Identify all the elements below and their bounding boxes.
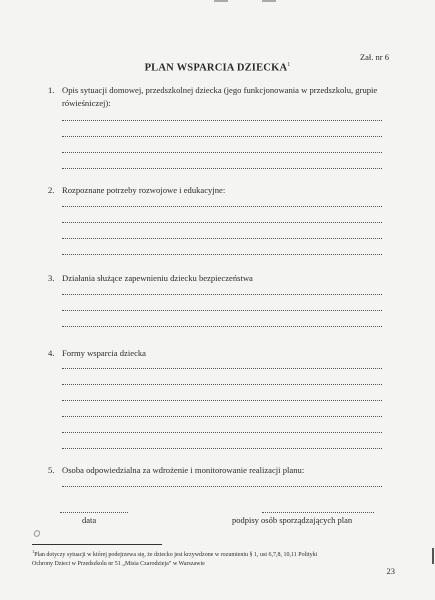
footnote-text-cont: Ochrony Dzieci w Przedszkolu nr 51 „Misia Czarodzieja” w Warszawie xyxy=(32,560,205,567)
question-text: Formy wsparcia dziecka xyxy=(62,348,146,358)
answer-line[interactable] xyxy=(62,120,382,121)
footnote xyxy=(32,548,402,568)
answer-line[interactable] xyxy=(62,136,382,137)
answer-line[interactable] xyxy=(62,448,382,449)
question-text: Działania służące zapewnieniu dziecku bezpieczeństwa xyxy=(62,273,253,283)
answer-line[interactable] xyxy=(62,310,382,311)
date-line[interactable] xyxy=(60,512,128,513)
page-title xyxy=(0,62,435,74)
answer-line[interactable] xyxy=(62,326,382,327)
question-4 xyxy=(48,347,393,360)
signature-line[interactable] xyxy=(262,512,374,513)
title-footnote-ref: 1 xyxy=(287,62,291,68)
answer-line[interactable] xyxy=(62,294,382,295)
answer-line[interactable] xyxy=(62,238,382,239)
question-2 xyxy=(48,184,393,197)
question-number: 4. xyxy=(48,348,55,358)
answer-line[interactable] xyxy=(62,254,382,255)
scan-mark xyxy=(214,0,228,2)
footnote-text: Plan dotyczy sytuacji w której podejrzewa się, że dziecko jest krzywdzone w rozumieniu § 1, ust 6,7,8, 10,11 Polityki xyxy=(34,552,318,558)
question-number: 3. xyxy=(48,273,55,283)
answer-line[interactable] xyxy=(62,384,382,385)
signature-label: podpisy osób sporządzających plan xyxy=(232,515,353,525)
question-number: 2. xyxy=(48,185,55,195)
question-number: 5. xyxy=(48,465,55,475)
question-1 xyxy=(48,84,393,110)
question-text: Osoba odpowiedzialna za wdrożenie i monitorowanie realizacji planu: xyxy=(62,465,305,475)
answer-line[interactable] xyxy=(62,152,382,153)
answer-line[interactable] xyxy=(62,486,382,487)
footnote-rule xyxy=(32,544,162,545)
question-text-cont: rówieśniczej): xyxy=(62,98,111,108)
footnote-ref: 1 xyxy=(32,549,35,554)
scan-mark xyxy=(432,548,434,564)
title-text: PLAN WSPARCIA DZIECKA xyxy=(144,62,288,74)
question-3 xyxy=(48,272,393,285)
answer-line[interactable] xyxy=(62,416,382,417)
page-number: 23 xyxy=(386,566,395,576)
question-number: 1. xyxy=(48,85,55,95)
scan-mark xyxy=(262,0,276,2)
answer-line[interactable] xyxy=(62,400,382,401)
attachment-number: Zał. nr 6 xyxy=(359,52,389,62)
answer-line[interactable] xyxy=(62,168,382,169)
scan-mark xyxy=(33,529,42,538)
question-text: Rozpoznane potrzeby rozwojowe i edukacyjne: xyxy=(62,185,226,195)
question-text: Opis sytuacji domowej, przedszkolnej dziecka (jego funkcjonowania w przedszkolu, grupie xyxy=(62,85,378,95)
answer-line[interactable] xyxy=(62,222,382,223)
answer-line[interactable] xyxy=(62,432,382,433)
question-5 xyxy=(48,464,393,477)
answer-line[interactable] xyxy=(62,368,382,369)
answer-line[interactable] xyxy=(62,206,382,207)
date-label: data xyxy=(82,515,97,525)
